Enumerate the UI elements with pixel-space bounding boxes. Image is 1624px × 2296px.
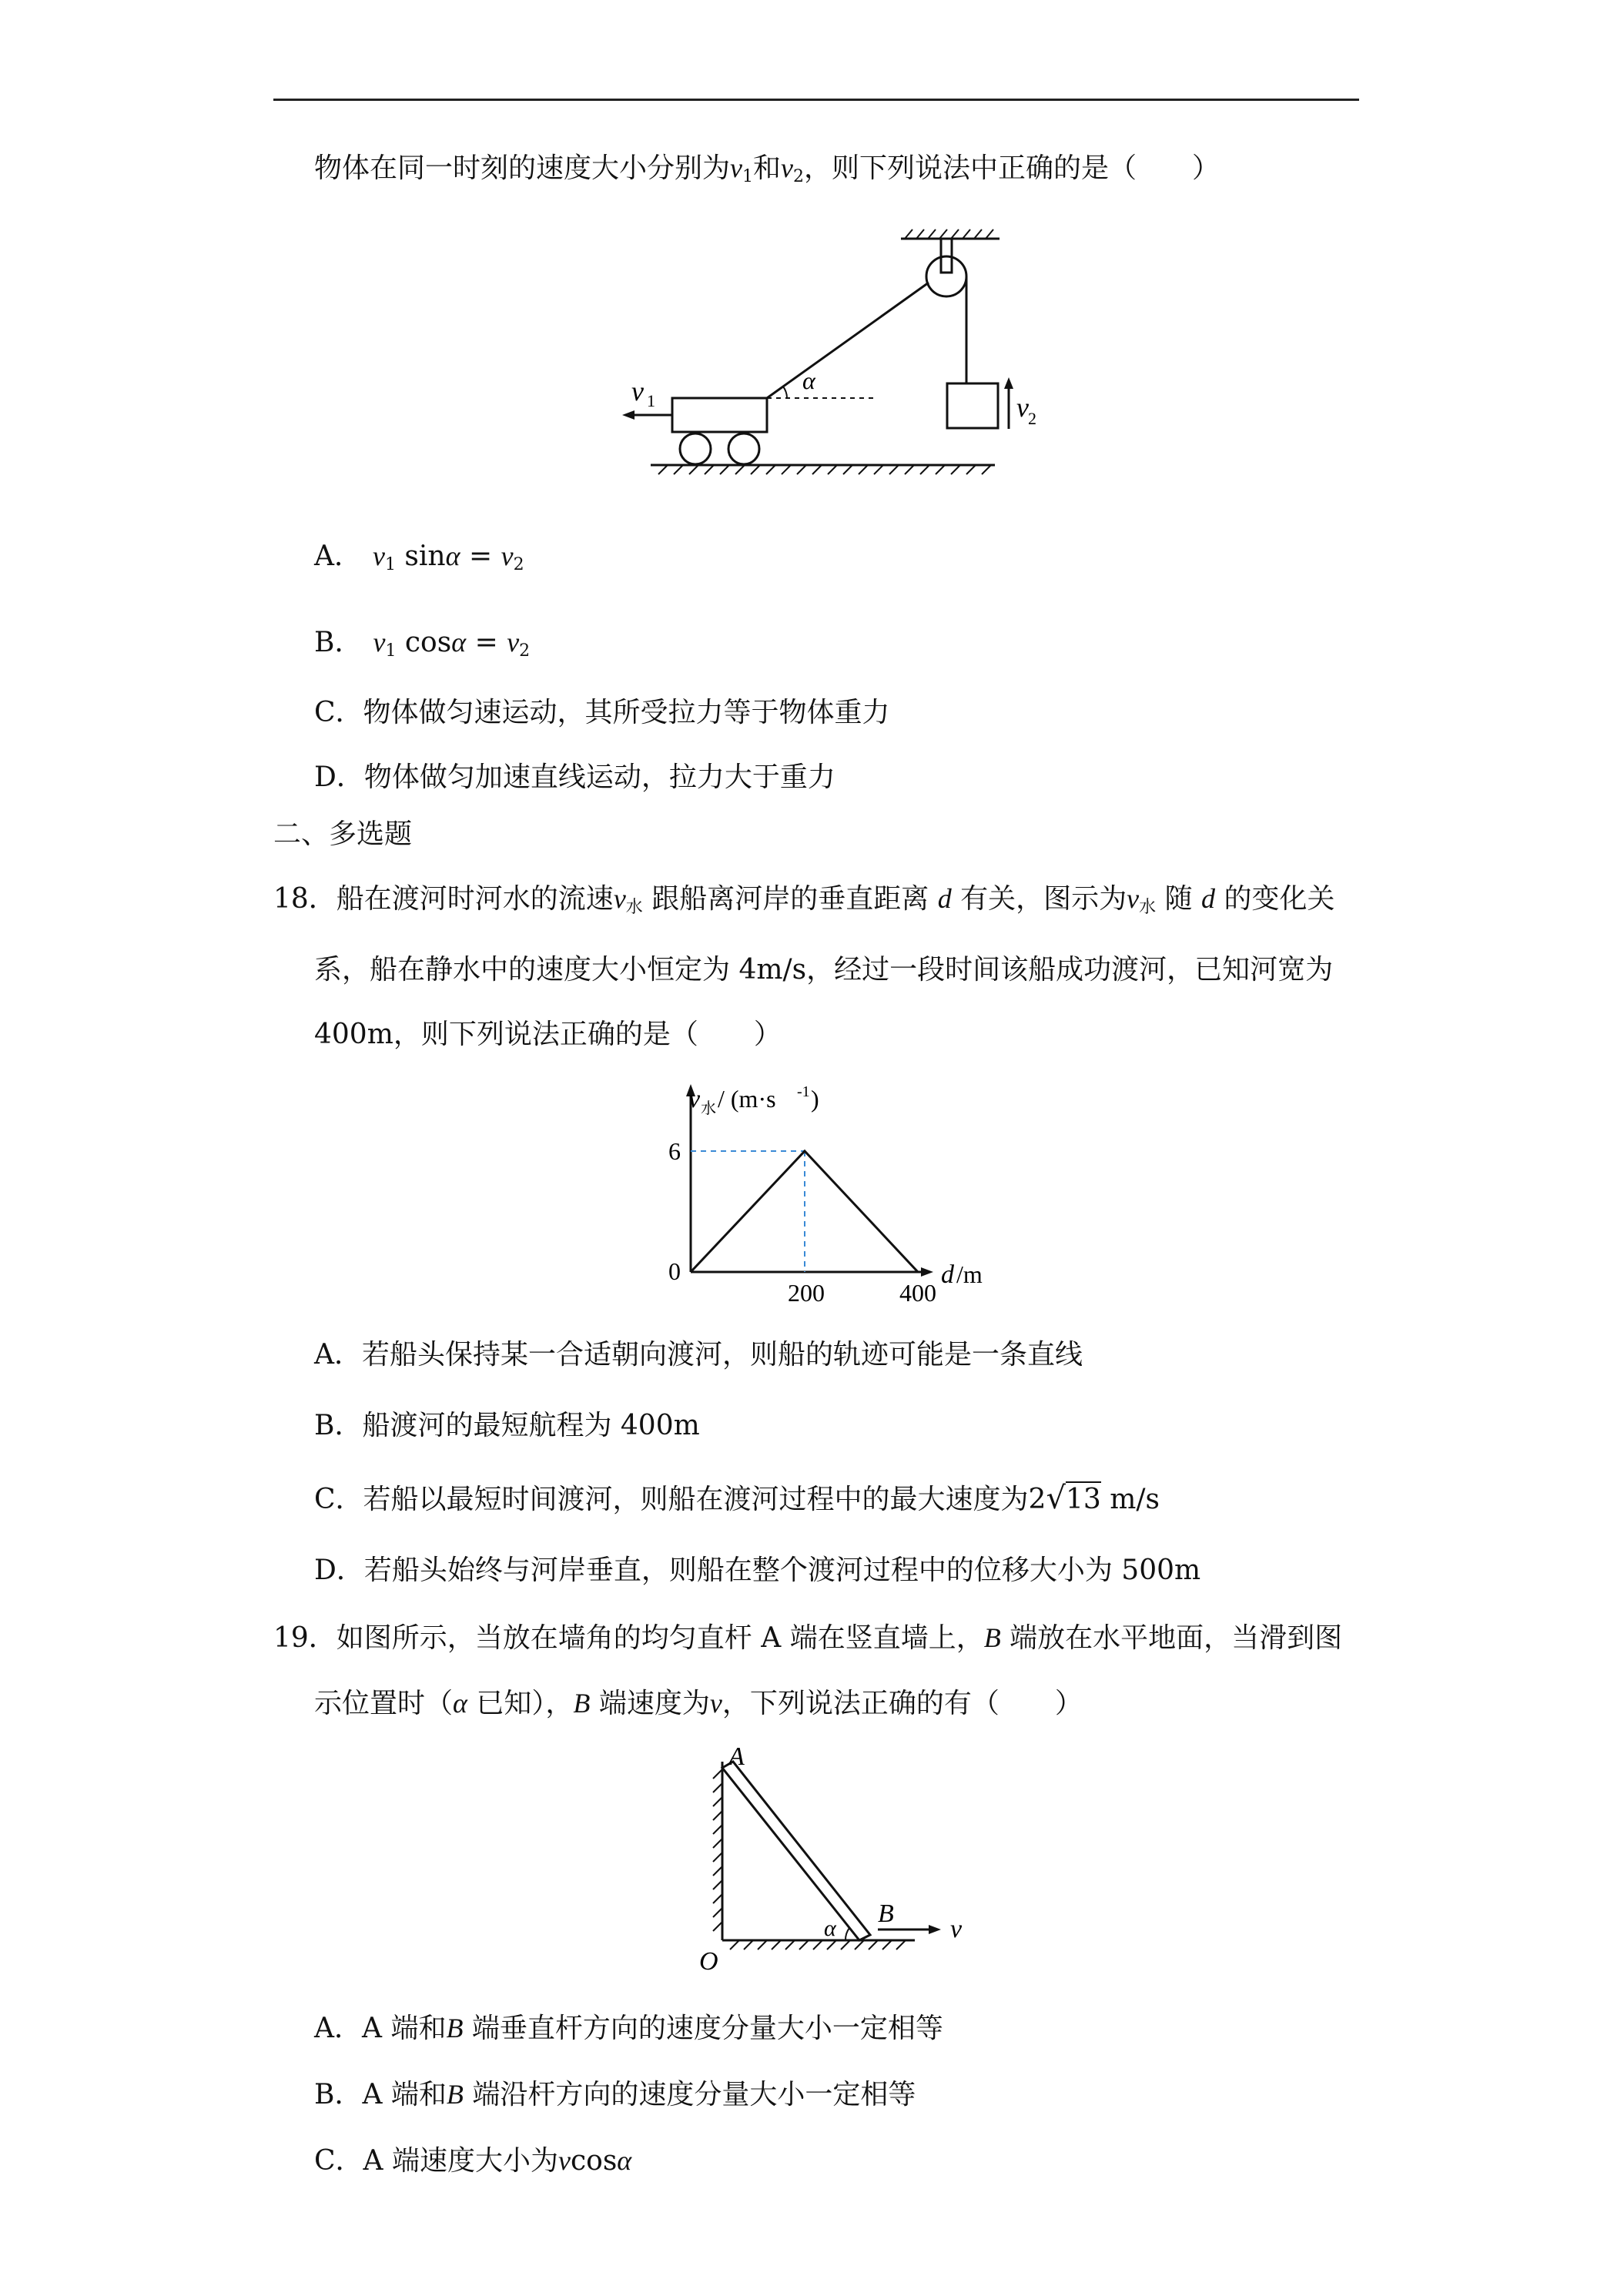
y-axis-label: v bbox=[688, 1085, 701, 1113]
q19-figure bbox=[691, 1739, 1000, 1985]
q17-option-b: B． $v_1$ $\cos\alpha = v_2$ bbox=[314, 627, 531, 661]
svg-text:/m: /m bbox=[956, 1260, 983, 1288]
q19-stem-line1: 19．如图所示，当放在墙角的均匀直杆 A 端在竖直墙上，B 端放在水平地面，当滑到图 bbox=[273, 1622, 1343, 1654]
q17-option-c: C．物体做匀速运动，其所受拉力等于物体重力 bbox=[314, 697, 890, 728]
q18-stem-line2: 系，船在静水中的速度大小恒定为 4m/s，经过一段时间该船成功渡河，已知河宽为 bbox=[314, 954, 1334, 986]
q19-option-a: A．A 端和B 端垂直杆方向的速度分量大小一定相等 bbox=[314, 2013, 943, 2044]
label-o: O bbox=[699, 1947, 718, 1976]
svg-text:-1: -1 bbox=[797, 1083, 810, 1100]
q18-option-d: D．若船头始终与河岸垂直，则船在整个渡河过程中的位移大小为 500m bbox=[314, 1555, 1201, 1586]
svg-text:2: 2 bbox=[1028, 409, 1036, 428]
hanging-block bbox=[947, 383, 998, 428]
x-axis-label: d bbox=[941, 1260, 954, 1289]
q18-option-c: C．若船以最短时间渡河，则船在渡河过程中的最大速度为2√13 m/s bbox=[314, 1481, 1160, 1516]
q17-figure bbox=[616, 227, 1036, 485]
q18-option-b: B．船渡河的最短航程为 400m bbox=[314, 1410, 700, 1441]
svg-text:1: 1 bbox=[647, 391, 655, 410]
q19-stem-line2: 示位置时（α 已知），B 端速度为v，下列说法正确的有（ ） bbox=[314, 1688, 1083, 1719]
q18-stem-line1: 18．船在渡河时河水的流速$v_水$ 跟船离河岸的垂直距离 d 有关，图示为$v_水$ 随 d 的变化关 bbox=[273, 883, 1335, 917]
label-v2: v bbox=[1016, 392, 1029, 423]
header-rule bbox=[273, 99, 1359, 101]
label-b: B bbox=[878, 1899, 894, 1928]
x-tick-200: 200 bbox=[788, 1279, 825, 1307]
label-alpha: α bbox=[802, 366, 815, 394]
svg-text:): ) bbox=[811, 1085, 819, 1113]
q18-chart bbox=[655, 1078, 1055, 1309]
origin-tick-0: 0 bbox=[668, 1257, 681, 1285]
label-a: A bbox=[728, 1742, 745, 1771]
x-tick-400: 400 bbox=[899, 1279, 936, 1307]
y-tick-6: 6 bbox=[668, 1137, 681, 1165]
q18-stem-line3: 400m，则下列说法正确的是（ ） bbox=[314, 1019, 782, 1050]
label-v: v bbox=[950, 1915, 963, 1943]
svg-text:水: 水 bbox=[701, 1099, 716, 1117]
cart bbox=[672, 398, 767, 432]
rod bbox=[722, 1762, 870, 1940]
section-title: 二、多选题 bbox=[273, 818, 413, 850]
svg-text:/ (m·s: / (m·s bbox=[718, 1085, 776, 1113]
q17-option-a: A． $v_1$ $\sin\alpha = v_2$ bbox=[314, 541, 524, 574]
q19-option-c: C．A 端速度大小为vcosα bbox=[314, 2145, 632, 2177]
label-v1: v bbox=[631, 376, 644, 407]
q17-stem: 物体在同一时刻的速度大小分别为$v_1$和$v_2$，则下列说法中正确的是（ ） bbox=[314, 152, 1221, 186]
q18-option-a: A．若船头保持某一合适朝向渡河，则船的轨迹可能是一条直线 bbox=[314, 1339, 1083, 1371]
q19-option-b: B．A 端和B 端沿杆方向的速度分量大小一定相等 bbox=[314, 2079, 916, 2110]
label-alpha: α bbox=[824, 1916, 836, 1941]
q17-option-d: D．物体做匀加速直线运动，拉力大于重力 bbox=[314, 761, 835, 793]
